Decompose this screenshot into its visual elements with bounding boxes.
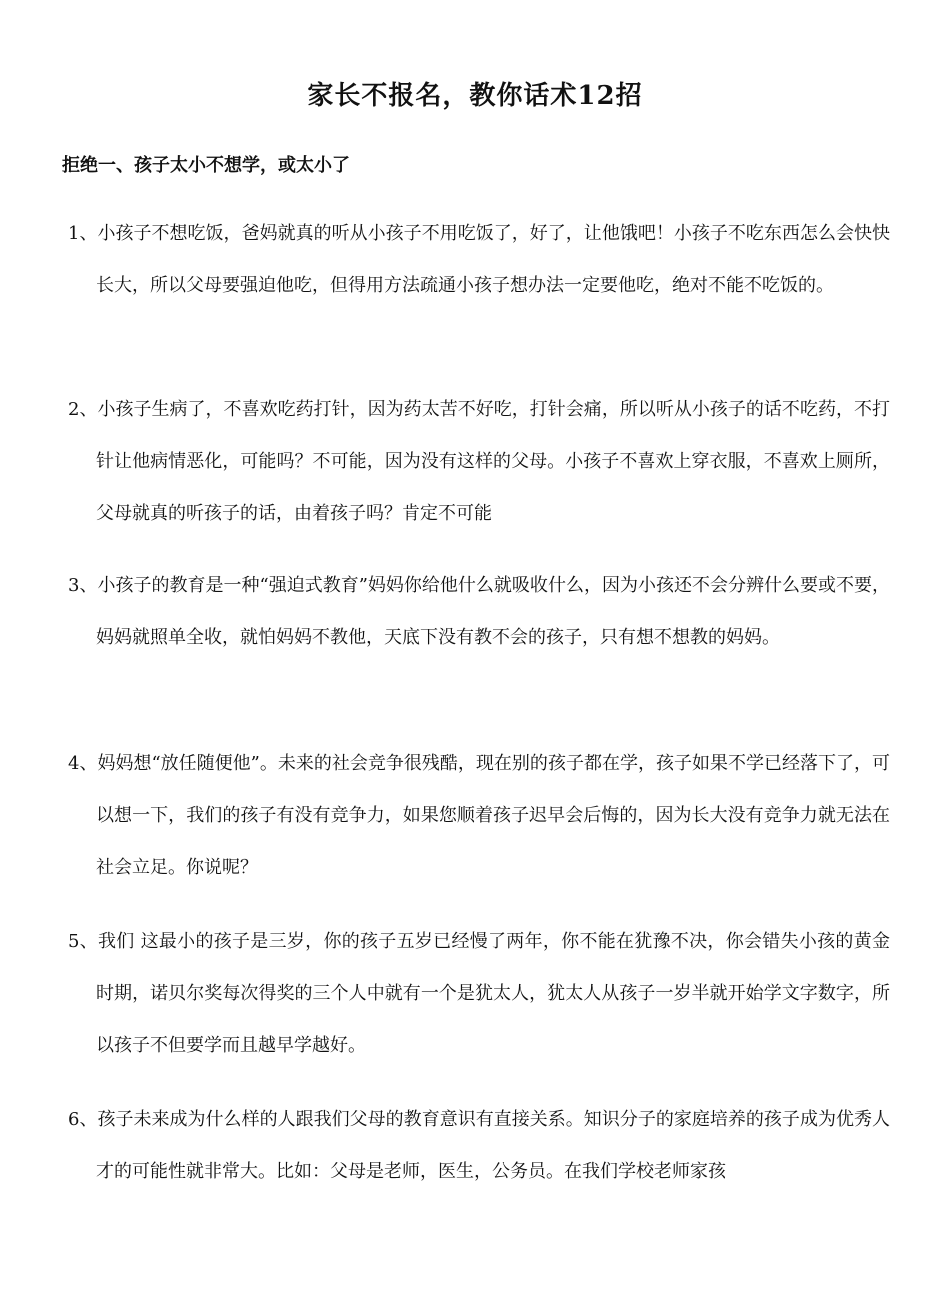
paragraph-4: 4、妈妈想“放任随便他”。未来的社会竞争很残酷，现在别的孩子都在学，孩子如果不学已经落下了，可以想一下，我们的孩子有没有竞争力，如果您顺着孩子迟早会后悔的，因为长大没有竞争力就无法在社会立足。你说呢？ (68, 753, 890, 878)
section-heading: 拒绝一、孩子太小不想学，或太小了 (62, 155, 350, 176)
paragraph-3: 3、小孩子的教育是一种“强迫式教育”妈妈你给他什么就吸收什么，因为小孩还不会分辨什么要或不要，妈妈就照单全收，就怕妈妈不教他，天底下没有教不会的孩子，只有想不想教的妈妈。 (68, 575, 890, 648)
document-title: 家长不报名，教你话术12招 (307, 81, 643, 111)
paragraph-5: 5、我们 这最小的孩子是三岁，你的孩子五岁已经慢了两年，你不能在犹豫不决，你会错失小孩的黄金时期，诺贝尔奖每次得奖的三个人中就有一个是犹太人，犹太人从孩子一岁半就开始学文字数字，所以孩子不但要学而且越早学越好。 (68, 931, 890, 1056)
paragraph-1: 1、小孩子不想吃饭，爸妈就真的听从小孩子不用吃饭了，好了，让他饿吧！小孩子不吃东西怎么会快快长大，所以父母要强迫他吃，但得用方法疏通小孩子想办法一定要他吃，绝对不能不吃饭的。 (68, 223, 890, 296)
paragraph-6: 6、孩子未来成为什么样的人跟我们父母的教育意识有直接关系。知识分子的家庭培养的孩子成为优秀人才的可能性就非常大。比如：父母是老师，医生，公务员。在我们学校老师家孩 (68, 1109, 890, 1182)
paragraph-2: 2、小孩子生病了，不喜欢吃药打针，因为药太苦不好吃，打针会痛，所以听从小孩子的话不吃药，不打针让他病情恶化，可能吗？不可能，因为没有这样的父母。小孩子不喜欢上穿衣服，不喜欢上厕所，父母就真的听孩子的话，由着孩子吗？肯定不可能 (68, 399, 890, 524)
